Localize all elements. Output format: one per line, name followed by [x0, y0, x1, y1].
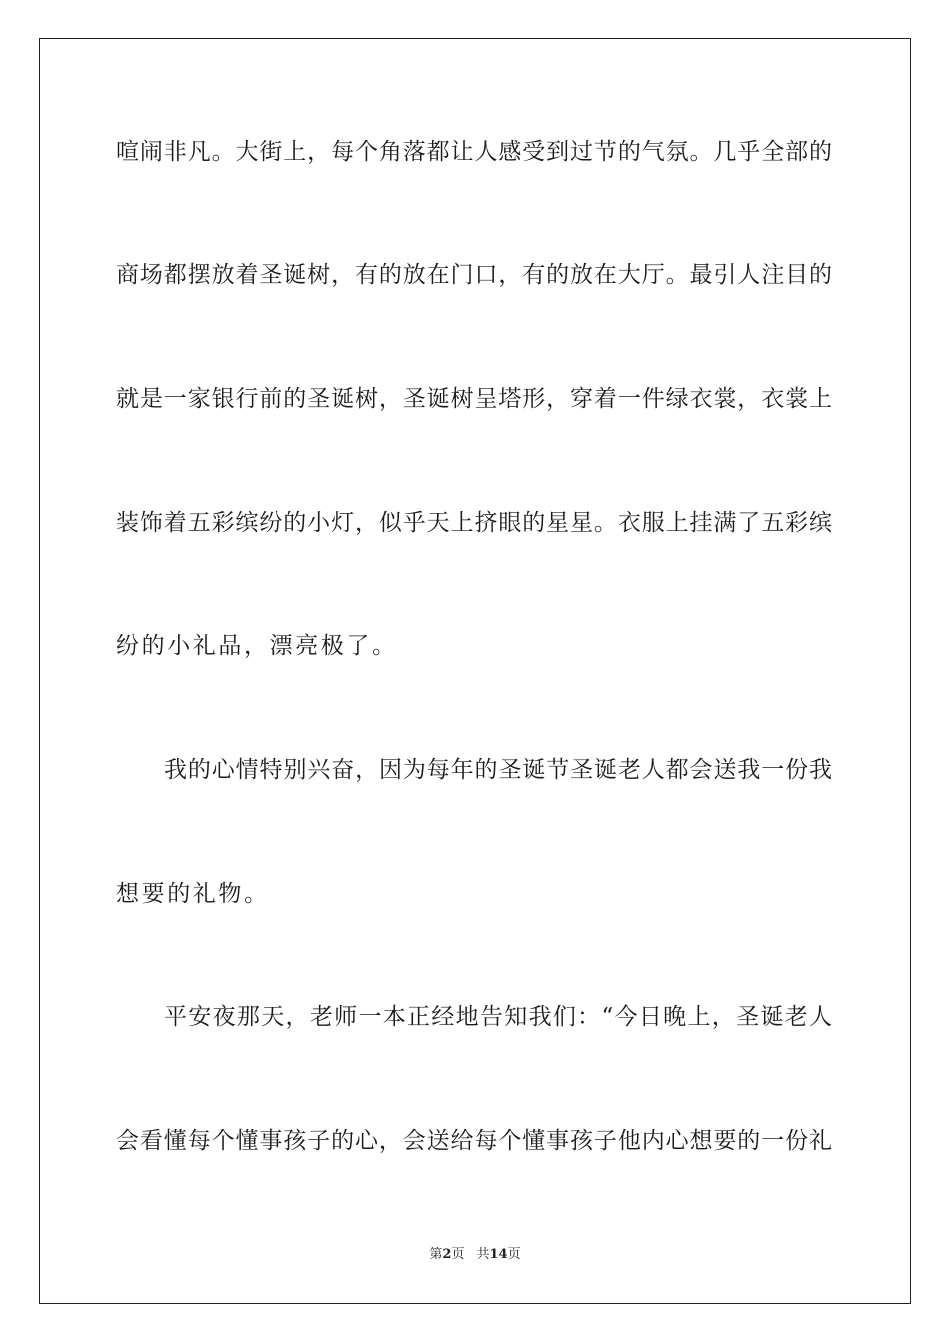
body-line-7: 想要的礼物。 [116, 881, 270, 907]
total-suffix: 页 [507, 1247, 521, 1262]
page-number: 2 [442, 1247, 452, 1262]
body-line-5: 纷的小礼品，漂亮极了。 [116, 633, 398, 659]
body-line-6: 我的心情特别兴奋，因为每年的圣诞节圣诞老人都会送我一份我 [164, 757, 832, 783]
page-prefix: 第 [429, 1247, 443, 1262]
page-border [39, 38, 911, 1304]
body-line-9: 会看懂每个懂事孩子的心，会送给每个懂事孩子他内心想要的一份礼 [116, 1128, 832, 1154]
page-suffix: 页 [451, 1247, 465, 1262]
total-prefix: 共 [476, 1247, 490, 1262]
body-line-3: 就是一家银行前的圣诞树，圣诞树呈塔形，穿着一件绿衣裳，衣裳上 [116, 386, 832, 412]
body-line-4: 装饰着五彩缤纷的小灯，似乎天上挤眼的星星。衣服上挂满了五彩缤 [116, 510, 832, 536]
page-footer [0, 1247, 950, 1263]
total-pages: 14 [489, 1247, 508, 1262]
body-line-1: 喧闹非凡。大街上，每个角落都让人感受到过节的气氛。几乎全部的 [116, 139, 832, 165]
body-line-2: 商场都摆放着圣诞树，有的放在门口，有的放在大厅。最引人注目的 [116, 262, 832, 288]
body-line-8: 平安夜那天，老师一本正经地告知我们：“今日晚上，圣诞老人 [164, 1004, 832, 1030]
